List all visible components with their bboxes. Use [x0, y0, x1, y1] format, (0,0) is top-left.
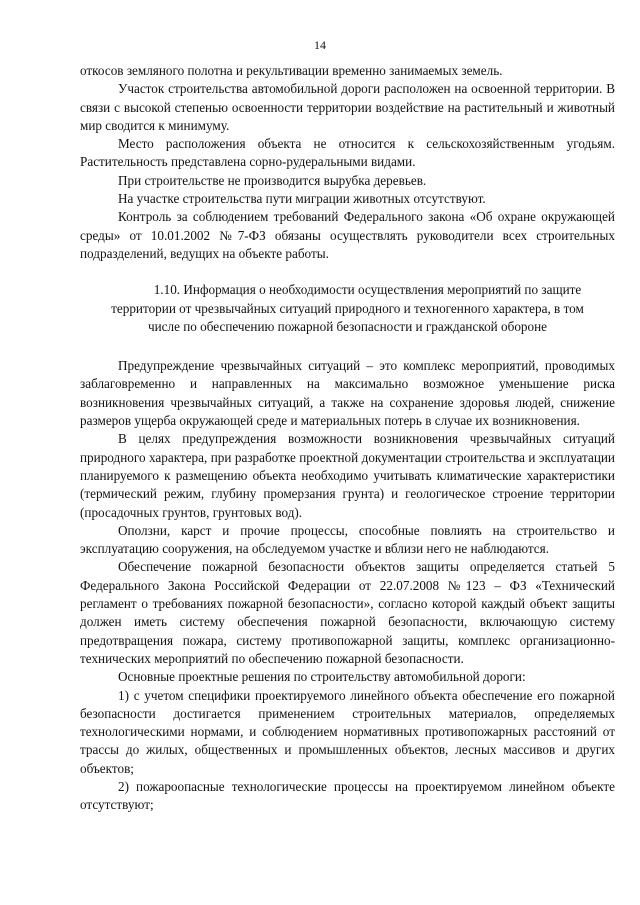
paragraph: Место расположения объекта не относится к сельскохозяйственным угодьям. Растительность представлена сорно-рудеральными видами. [80, 136, 615, 170]
paragraph: На участке строительства пути миграции животных отсутствуют. [118, 191, 486, 207]
list-item: 1) с учетом специфики проектируемого линейного объекта обеспечение его пожарной безопасности достигается применением строительных материалов, определяемых технологическими нормами, и соблюдением нормативных противопожарных расстояний от трассы до жилых, общественных и промышленных объектов, лесных массивов и других объектов; [80, 687, 615, 776]
list-item: 2) пожароопасные технологические процессы на проектируемом линейном объекте отсутствуют; [80, 778, 615, 813]
section-heading-line: территории от чрезвычайных ситуаций природного и техногенного характера, в том [111, 300, 584, 316]
section-heading-line: 1.10. Информация о необходимости осуществления мероприятий по защите [153, 282, 582, 298]
paragraph: Обеспечение пожарной безопасности объектов защиты определяется статьей 5 Федерального Закона Российской Федерации от 22.07.2008 №123 – ФЗ «Технический регламент о требованиях пожарной безопасности», согласно которой каждый объект защиты должен иметь систему обеспечения пожарной безопасности, включающую систему предотвращения пожара, систему противопожарной защиты, комплекс организационно-технических мероприятий по обеспечению пожарной безопасности. [80, 559, 615, 666]
paragraph: Участок строительства автомобильной дороги расположен на освоенной территории. В связи с высокой степенью освоенности территории воздействие на растительный и животный мир сводится к минимуму. [80, 81, 615, 133]
paragraph: Контроль за соблюдением требований Федерального закона «Об охране окружающей среды» от 10.01.2002 №7-ФЗ обязаны осуществлять руководители всех строительных подразделений, ведущих на объекте работы. [80, 209, 615, 261]
page-number: 14 [314, 38, 326, 52]
paragraph: В целях предупреждения возможности возникновения чрезвычайных ситуаций природного характера, при разработке проектной документации строительства и эксплуатации планируемого к размещению объекта необходимо учитывать климатические характеристики (термический режим, глубину промерзания грунта) и геологическое строение территории (просадочных грунтов, грунтовых вод). [80, 431, 615, 520]
paragraph: При строительстве не производится вырубка деревьев. [118, 172, 427, 188]
document-body [80, 62, 615, 815]
section-heading [80, 281, 615, 336]
paragraph: откосов земляного полотна и рекультивации временно занимаемых земель. [80, 63, 503, 78]
paragraph: Предупреждение чрезвычайных ситуаций – это комплекс мероприятий, проводимых заблаговременно и направленных на максимально возможное уменьшение риска возникновения чрезвычайных ситуаций, а также на сохранение здоровья людей, снижение размеров ущерба окружающей среде и материальных потерь в случае их возникновения. [80, 358, 615, 429]
paragraph: Основные проектные решения по строительству автомобильной дороги: [118, 669, 526, 685]
section-heading-line: числе по обеспечению пожарной безопасности и гражданской обороне [147, 318, 548, 334]
paragraph: Оползни, карст и прочие процессы, способные повлиять на строительство и эксплуатацию сооружения, на обследуемом участке и вблизи него не наблюдаются. [80, 522, 615, 557]
